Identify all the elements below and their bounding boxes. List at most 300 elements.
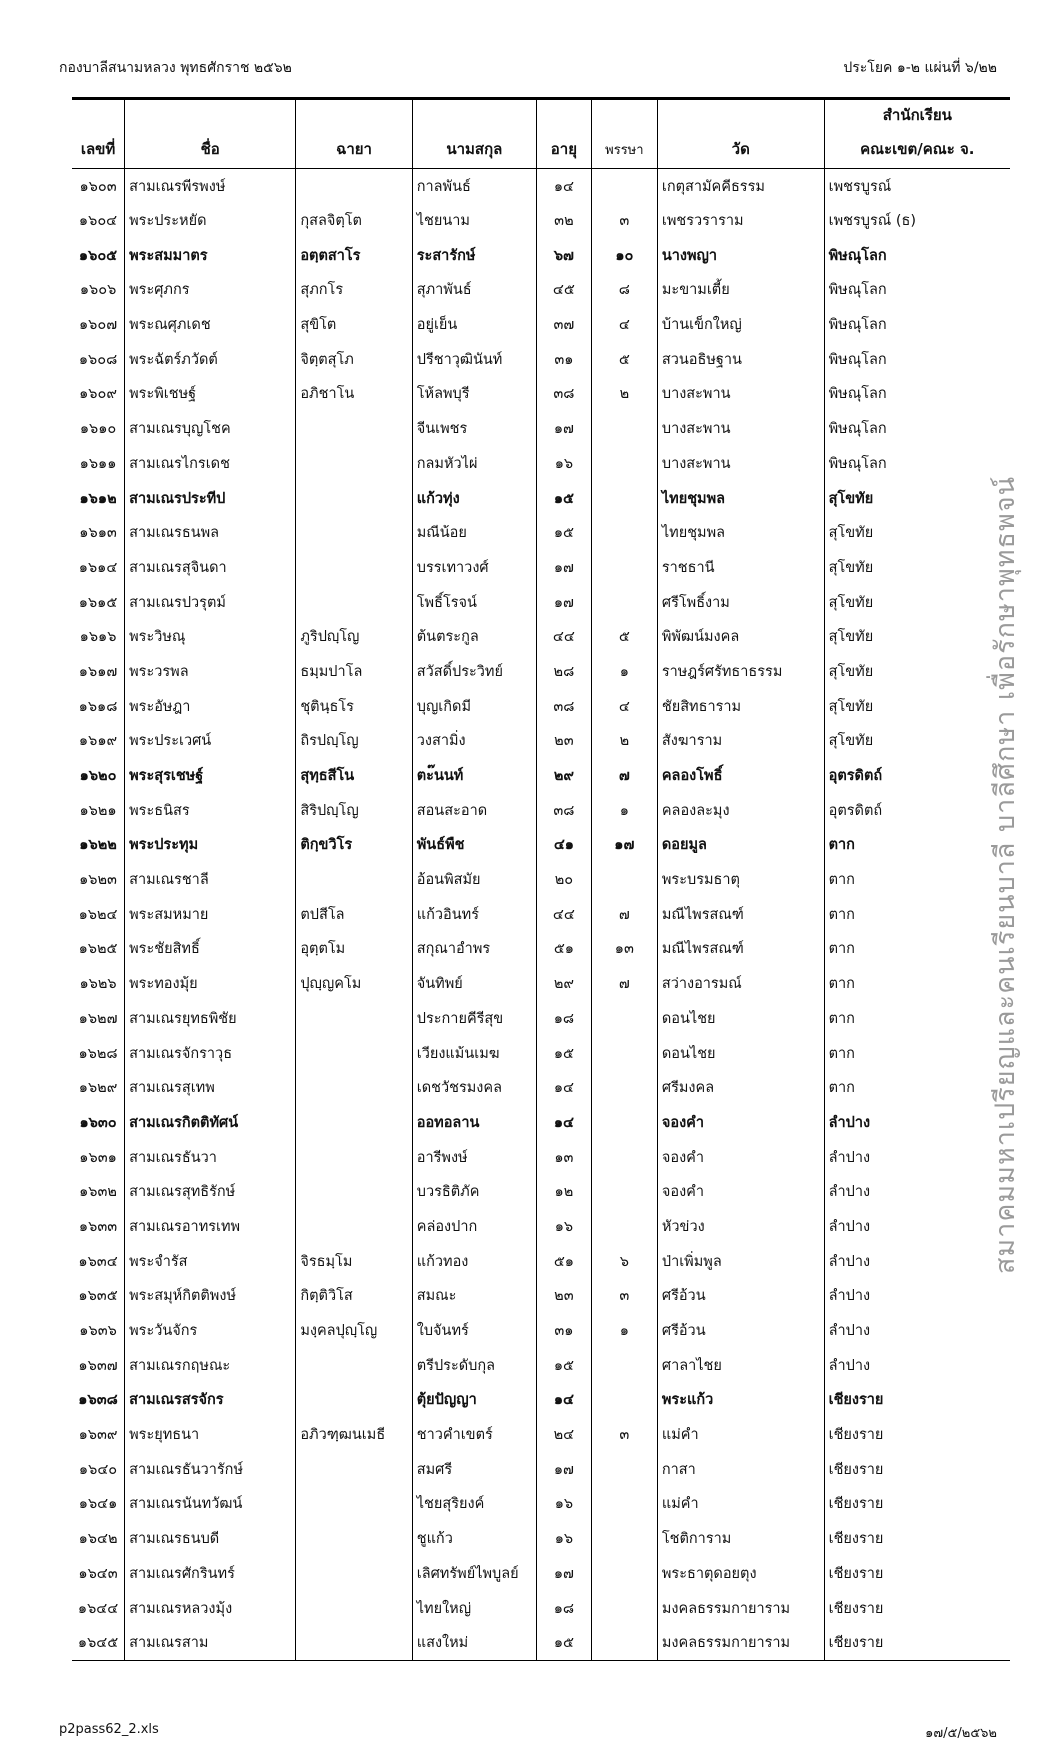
table-row — [72, 1625, 1010, 1660]
cell-surname: จันทิพย์ — [412, 966, 536, 1001]
cell-wat: มณีไพรสณฑ์ — [657, 897, 824, 932]
cell-surname: สวัสดิ์ประวิทย์ — [412, 654, 536, 689]
cell-pansa: ๕ — [591, 619, 657, 654]
cell-pansa — [591, 862, 657, 897]
table-row — [72, 446, 1010, 481]
table-row — [72, 724, 1010, 759]
cell-office: ลำปาง — [824, 1174, 1010, 1209]
cell-chaya — [296, 1036, 412, 1071]
cell-name: สามเณรประทีป — [125, 481, 296, 516]
cell-no: ๑๖๒๑ — [79, 802, 117, 819]
cell-wat: มณีไพรสณฑ์ — [657, 932, 824, 967]
cell-wat: คลองโพธิ์ — [657, 758, 824, 793]
table-row — [72, 1348, 1010, 1383]
cell-office: เชียงราย — [824, 1625, 1010, 1660]
cell-wat: เพชรวราราม — [657, 203, 824, 238]
cell-office: ตาก — [824, 932, 1010, 967]
cell-age: ๒๔ — [536, 1417, 591, 1452]
cell-wat: ดอยมูล — [657, 828, 824, 863]
cell-no: ๑๖๐๙ — [79, 386, 117, 403]
cell-age: ๒๙ — [536, 758, 591, 793]
table-row — [72, 238, 1010, 273]
cell-age: ๕๑ — [536, 1244, 591, 1279]
cell-surname: ตะ๊นนท์ — [412, 758, 536, 793]
cell-name: พระทองมุ้ย — [125, 966, 296, 1001]
cell-age: ๑๒ — [536, 1174, 591, 1209]
cell-wat: จองคำ — [657, 1105, 824, 1140]
table-row — [72, 1487, 1010, 1522]
cell-chaya — [296, 585, 412, 620]
cell-name: พระวรพล — [125, 654, 296, 689]
cell-surname: เวียงแม้นเมฆ — [412, 1036, 536, 1071]
cell-name: พระศุภกร — [125, 273, 296, 308]
cell-pansa: ๑ — [591, 1313, 657, 1348]
cell-surname: อยู่เย็น — [412, 307, 536, 342]
cell-no: ๑๖๓๑ — [79, 1149, 117, 1166]
cell-age: ๑๘ — [536, 1591, 591, 1626]
cell-no: ๑๖๔๕ — [72, 1625, 125, 1660]
cell-name: พระพิเชษฐ์ — [125, 377, 296, 412]
cell-no: ๑๖๐๗ — [78, 317, 118, 334]
cell-pansa: ๑๐ — [591, 238, 657, 273]
cell-name: สามเณรสุเทพ — [125, 1070, 296, 1105]
cell-chaya — [296, 169, 412, 204]
cell-chaya — [296, 1556, 412, 1591]
cell-wat: กาสา — [657, 1452, 824, 1487]
cell-no: ๑๖๑๗ — [78, 663, 118, 680]
cell-no: ๑๖๒๕ — [78, 941, 118, 958]
cell-no: ๑๖๓๐ — [79, 1114, 117, 1131]
cell-age: ๑๔ — [536, 169, 591, 204]
cell-chaya: กุสลจิตฺโต — [296, 203, 412, 238]
cell-age: ๔๔ — [536, 619, 591, 654]
cell-pansa: ๔ — [591, 689, 657, 724]
cell-wat: แม่คำ — [657, 1417, 824, 1452]
cell-chaya: มงฺคลปุญฺโญ — [296, 1313, 412, 1348]
cell-age: ๑๔ — [536, 1105, 591, 1140]
cell-chaya — [296, 862, 412, 897]
table-row — [72, 654, 1010, 689]
cell-no: ๑๖๓๒ — [79, 1184, 117, 1201]
cell-surname: ออทอลาน — [412, 1105, 536, 1140]
cell-office: สุโขทัย — [824, 481, 1010, 516]
cell-no: ๑๖๑๖ — [79, 629, 117, 646]
cell-wat: มงคลธรรมกายาราม — [657, 1625, 824, 1660]
col-header-surname: นามสกุล — [412, 130, 536, 169]
table-row — [72, 793, 1010, 828]
cell-no: ๑๖๑๓ — [79, 525, 117, 542]
cell-wat: บ้านเข็กใหญ่ — [657, 307, 824, 342]
cell-name: พระอัษฎา — [125, 689, 296, 724]
cell-wat: สวนอธิษฐาน — [657, 342, 824, 377]
cell-wat: ศรีอ้วน — [657, 1313, 824, 1348]
cell-no: ๑๖๓๓ — [78, 1218, 118, 1235]
cell-no: ๑๖๓๘ — [78, 1392, 118, 1409]
cell-office: เพชรบูรณ์ (ธ) — [824, 203, 1010, 238]
table-row — [72, 411, 1010, 446]
table-row — [72, 897, 1010, 932]
cell-pansa: ๘ — [591, 273, 657, 308]
col-header-age: อายุ — [536, 130, 591, 169]
cell-surname: เดชวัชรมงคล — [412, 1070, 536, 1105]
table-row — [72, 1279, 1010, 1314]
cell-name: สามเณรสรจักร — [125, 1383, 296, 1418]
cell-office: อุตรดิตถ์ — [824, 758, 1010, 793]
cell-surname: แก้วทุ่ง — [412, 481, 536, 516]
cell-age: ๔๑ — [536, 828, 591, 863]
cell-office: ลำปาง — [824, 1279, 1010, 1314]
cell-age: ๓๑ — [536, 1313, 591, 1348]
cell-pansa — [591, 1556, 657, 1591]
cell-age: ๓๘ — [536, 793, 591, 828]
cell-pansa — [591, 1521, 657, 1556]
cell-no: ๑๖๓๔ — [78, 1253, 118, 1270]
table-row — [72, 689, 1010, 724]
cell-office: สุโขทัย — [824, 654, 1010, 689]
cell-chaya — [296, 481, 412, 516]
cell-age: ๓๘ — [536, 377, 591, 412]
cell-chaya: อุตฺตโม — [296, 932, 412, 967]
cell-no: ๑๖๓๖ — [79, 1323, 117, 1340]
cell-no: ๑๖๓๕ — [78, 1288, 118, 1305]
cell-no: ๑๖๑๕ — [78, 594, 118, 611]
cell-name: พระสุรเชษฐ์ — [125, 758, 296, 793]
cell-no: ๑๖๐๓ — [79, 178, 117, 195]
cell-surname: จีนเพชร — [412, 411, 536, 446]
cell-office: ตาก — [824, 862, 1010, 897]
cell-wat: เกตุสามัคคีธรรม — [657, 169, 824, 204]
cell-no: ๑๖๔๐ — [78, 1461, 118, 1478]
cell-name: พระจำรัส — [125, 1244, 296, 1279]
cell-office: สุโขทัย — [824, 585, 1010, 620]
cell-name: พระฉัตร์ภวัดต์ — [125, 342, 296, 377]
cell-pansa — [591, 1001, 657, 1036]
cell-pansa — [591, 585, 657, 620]
cell-pansa — [591, 550, 657, 585]
cell-age: ๓๗ — [536, 307, 591, 342]
cell-wat: ศรีมงคล — [657, 1070, 824, 1105]
cell-pansa — [591, 411, 657, 446]
cell-wat: พระธาตุดอยตุง — [657, 1556, 824, 1591]
col-header-office-top: สำนักเรียน — [824, 99, 1010, 131]
cell-office: ตาก — [824, 1036, 1010, 1071]
cell-wat: จองคำ — [657, 1174, 824, 1209]
cell-surname: ปรีชาวุฒินันท์ — [412, 342, 536, 377]
table-row — [72, 377, 1010, 412]
cell-wat: ราษฎร์ศรัทธาธรรม — [657, 654, 824, 689]
cell-no: ๑๖๒๔ — [78, 906, 118, 923]
cell-office: เชียงราย — [824, 1417, 1010, 1452]
cell-office: ลำปาง — [824, 1209, 1010, 1244]
cell-name: สามเณรกฤษณะ — [125, 1348, 296, 1383]
col-header-chaya: ฉายา — [296, 130, 412, 169]
table-row — [72, 515, 1010, 550]
cell-pansa — [591, 1591, 657, 1626]
cell-pansa: ๗ — [591, 897, 657, 932]
table-row — [72, 169, 1010, 204]
cell-office: เพชรบูรณ์ — [824, 169, 1010, 204]
cell-surname: วงสามิ่ง — [412, 724, 536, 759]
cell-chaya: จิตฺตสุโภ — [296, 342, 412, 377]
cell-surname: ชูแก้ว — [412, 1521, 536, 1556]
cell-chaya — [296, 411, 412, 446]
cell-age: ๒๘ — [536, 654, 591, 689]
cell-pansa — [591, 1625, 657, 1660]
table-row — [72, 307, 1010, 342]
cell-no: ๑๖๒๓ — [79, 872, 117, 889]
table-row — [72, 1521, 1010, 1556]
cell-no: ๑๖๐๖ — [79, 282, 117, 299]
cell-age: ๑๖ — [536, 1521, 591, 1556]
cell-surname: แสงใหม่ — [412, 1625, 536, 1660]
cell-wat: บางสะพาน — [657, 377, 824, 412]
cell-pansa: ๒ — [591, 724, 657, 759]
cell-wat: ดอนไชย — [657, 1036, 824, 1071]
cell-wat: แม่คำ — [657, 1487, 824, 1522]
cell-wat: คลองละมุง — [657, 793, 824, 828]
cell-name: พระประหยัด — [125, 203, 296, 238]
cell-office: พิษณุโลก — [824, 411, 1010, 446]
cell-name: สามเณรสาม — [125, 1625, 296, 1660]
cell-wat: ชัยสิทธาราม — [657, 689, 824, 724]
table-row — [72, 1417, 1010, 1452]
cell-surname: กลมหัวไผ่ — [412, 446, 536, 481]
cell-age: ๑๗ — [536, 585, 591, 620]
cell-pansa: ๒ — [591, 377, 657, 412]
cell-office: พิษณุโลก — [824, 446, 1010, 481]
table-row — [72, 203, 1010, 238]
cell-pansa — [591, 515, 657, 550]
table-row — [72, 1209, 1010, 1244]
table-row — [72, 619, 1010, 654]
cell-chaya — [296, 1209, 412, 1244]
cell-office: ตาก — [824, 1001, 1010, 1036]
cell-office: พิษณุโลก — [824, 377, 1010, 412]
cell-surname: ระสารักษ์ — [412, 238, 536, 273]
cell-wat: พิพัฒน์มงคล — [657, 619, 824, 654]
cell-office: พิษณุโลก — [824, 238, 1010, 273]
cell-surname: บวรธิติภัค — [412, 1174, 536, 1209]
cell-no: ๑๖๔๑ — [78, 1496, 118, 1513]
cell-name: สามเณรธนพล — [125, 515, 296, 550]
col-header-no: เลขที่ — [72, 130, 125, 169]
cell-office: เชียงราย — [824, 1521, 1010, 1556]
cell-surname: กาลพันธ์ — [412, 169, 536, 204]
cell-surname: ตุ้ยปัญญา — [412, 1383, 536, 1418]
cell-pansa: ๗ — [591, 758, 657, 793]
cell-chaya: อตฺตสาโร — [296, 238, 412, 273]
cell-no: ๑๖๒๗ — [78, 1010, 118, 1027]
cell-pansa — [591, 1487, 657, 1522]
cell-office: สุโขทัย — [824, 724, 1010, 759]
cell-wat: พระบรมธาตุ — [657, 862, 824, 897]
cell-age: ๖๗ — [536, 238, 591, 273]
cell-office: พิษณุโลก — [824, 342, 1010, 377]
cell-surname: พันธ์พืช — [412, 828, 536, 863]
header-left-title: กองบาลีสนามหลวง พุทธศักราช ๒๕๖๒ — [59, 60, 292, 76]
cell-wat: พระแก้ว — [657, 1383, 824, 1418]
results-table — [72, 97, 1010, 1661]
cell-no: ๑๖๐๔ — [78, 213, 118, 230]
col-header-pansa: พรรษา — [591, 130, 657, 169]
col-header-name: ชื่อ — [125, 130, 296, 169]
cell-chaya: ชุตินฺธโร — [296, 689, 412, 724]
cell-chaya — [296, 1487, 412, 1522]
cell-pansa: ๖ — [591, 1244, 657, 1279]
cell-name: สามเณรศักรินทร์ — [125, 1556, 296, 1591]
cell-chaya: สิริปญฺโญ — [296, 793, 412, 828]
table-row — [72, 1591, 1010, 1626]
cell-age: ๑๖ — [536, 1487, 591, 1522]
table-row — [72, 758, 1010, 793]
cell-wat: บางสะพาน — [657, 411, 824, 446]
cell-no: ๑๖๑๐ — [79, 421, 117, 438]
cell-wat: สว่างอารมณ์ — [657, 966, 824, 1001]
col-header-wat: วัด — [657, 130, 824, 169]
table-row — [72, 1036, 1010, 1071]
cell-wat: ไทยชุมพล — [657, 481, 824, 516]
cell-chaya — [296, 1452, 412, 1487]
cell-surname: บุญเกิดมี — [412, 689, 536, 724]
cell-pansa — [591, 446, 657, 481]
table-row — [72, 1001, 1010, 1036]
cell-name: สามเณรนันทวัฒน์ — [125, 1487, 296, 1522]
cell-no: ๑๖๒๒ — [79, 837, 117, 854]
cell-chaya — [296, 1625, 412, 1660]
cell-pansa: ๑ — [591, 654, 657, 689]
cell-age: ๑๕ — [536, 1625, 591, 1660]
cell-chaya: อภิชาโน — [296, 377, 412, 412]
cell-wat: ศรีโพธิ์งาม — [657, 585, 824, 620]
cell-office: ตาก — [824, 897, 1010, 932]
cell-name: พระสมุห์กิตติพงษ์ — [125, 1279, 296, 1314]
cell-age: ๑๖ — [536, 446, 591, 481]
cell-pansa: ๕ — [591, 342, 657, 377]
table-row — [72, 1452, 1010, 1487]
cell-surname: อารีพงษ์ — [412, 1140, 536, 1175]
cell-surname: ต้นตระกูล — [412, 619, 536, 654]
cell-age: ๒๐ — [536, 862, 591, 897]
cell-name: พระชัยสิทธิ์ — [125, 932, 296, 967]
cell-age: ๒๓ — [536, 724, 591, 759]
cell-pansa — [591, 1036, 657, 1071]
cell-name: พระธนิสร — [125, 793, 296, 828]
cell-name: สามเณรยุทธพิชัย — [125, 1001, 296, 1036]
table-row — [72, 481, 1010, 516]
table-row — [72, 1313, 1010, 1348]
table-row — [72, 966, 1010, 1001]
cell-wat: ป่าเพิ่มพูล — [657, 1244, 824, 1279]
cell-office: ตาก — [824, 828, 1010, 863]
cell-no: ๑๖๒๘ — [78, 1045, 118, 1062]
cell-office: สุโขทัย — [824, 550, 1010, 585]
cell-surname: ตรีประดับกุล — [412, 1348, 536, 1383]
cell-office: ตาก — [824, 1070, 1010, 1105]
cell-name: พระณศุภเดช — [125, 307, 296, 342]
watermark-text: สมาคมมหาเปรียญและคนเรียนบาลี บาลีศึกษา เพื่อรักษาพุทธพจน์ — [990, 475, 1021, 1275]
cell-wat: ไทยชุมพล — [657, 515, 824, 550]
cell-surname: อ้อนพิสมัย — [412, 862, 536, 897]
cell-no: ๑๖๑๔ — [78, 559, 118, 576]
cell-name: สามเณรธนบดี — [125, 1521, 296, 1556]
cell-name: พระประเวศน์ — [125, 724, 296, 759]
cell-pansa: ๓ — [591, 203, 657, 238]
col-header-office-bottom: คณะเขต/คณะ จ. — [824, 130, 1010, 169]
cell-office: เชียงราย — [824, 1556, 1010, 1591]
cell-age: ๑๔ — [536, 1383, 591, 1418]
cell-no: ๑๖๑๒ — [79, 490, 117, 507]
footer-filename: p2pass62_2.xls — [59, 1722, 159, 1737]
table-row — [72, 1383, 1010, 1418]
cell-surname: ไทยใหญ่ — [412, 1591, 536, 1626]
cell-name: พระยุทธนา — [125, 1417, 296, 1452]
cell-surname: ชาวคำเขตร์ — [412, 1417, 536, 1452]
footer-date: ๑๗/๕/๒๕๖๒ — [925, 1726, 997, 1741]
cell-age: ๑๔ — [536, 1070, 591, 1105]
cell-name: สามเณรธันวารักษ์ — [125, 1452, 296, 1487]
cell-office: ลำปาง — [824, 1244, 1010, 1279]
cell-chaya — [296, 1140, 412, 1175]
table-row — [72, 828, 1010, 863]
cell-office: พิษณุโลก — [824, 307, 1010, 342]
cell-wat: ศรีอ้วน — [657, 1279, 824, 1314]
cell-pansa — [591, 1105, 657, 1140]
cell-age: ๑๕ — [536, 1348, 591, 1383]
cell-age: ๑๘ — [536, 1001, 591, 1036]
table-row — [72, 1244, 1010, 1279]
cell-office: สุโขทัย — [824, 515, 1010, 550]
cell-chaya: จิรธมฺโม — [296, 1244, 412, 1279]
cell-pansa: ๓ — [591, 1417, 657, 1452]
cell-no: ๑๖๒๐ — [79, 768, 117, 785]
cell-no: ๑๖๒๙ — [78, 1080, 118, 1097]
cell-pansa — [591, 1140, 657, 1175]
cell-name: พระวันจักร — [125, 1313, 296, 1348]
cell-surname: สมณะ — [412, 1279, 536, 1314]
cell-wat: ดอนไชย — [657, 1001, 824, 1036]
cell-office: อุตรดิตถ์ — [824, 793, 1010, 828]
cell-no: ๑๖๒๖ — [79, 976, 117, 993]
cell-no: ๑๖๓๗ — [78, 1357, 118, 1374]
cell-name: สามเณรชาลี — [125, 862, 296, 897]
cell-chaya: อภิวฑฺฒนเมธี — [296, 1417, 412, 1452]
cell-no: ๑๖๓๙ — [78, 1427, 118, 1444]
cell-age: ๓๑ — [536, 342, 591, 377]
cell-chaya — [296, 1521, 412, 1556]
cell-pansa — [591, 1070, 657, 1105]
cell-office: เชียงราย — [824, 1383, 1010, 1418]
table-row — [72, 1556, 1010, 1591]
cell-chaya: ตปสีโล — [296, 897, 412, 932]
cell-name: สามเณรธันวา — [125, 1140, 296, 1175]
cell-pansa — [591, 1452, 657, 1487]
header-page-info: ประโยค ๑-๒ แผ่นที่ ๖/๒๒ — [843, 60, 997, 76]
cell-pansa: ๔ — [591, 307, 657, 342]
cell-age: ๑๕ — [536, 515, 591, 550]
cell-age: ๑๗ — [536, 411, 591, 446]
cell-chaya: ธมฺมปาโล — [296, 654, 412, 689]
cell-surname: มณีน้อย — [412, 515, 536, 550]
cell-surname: สอนสะอาด — [412, 793, 536, 828]
cell-wat: หัวข่วง — [657, 1209, 824, 1244]
cell-surname: สมศรี — [412, 1452, 536, 1487]
cell-office: ลำปาง — [824, 1140, 1010, 1175]
table-row — [72, 1105, 1010, 1140]
cell-pansa — [591, 1383, 657, 1418]
cell-name: สามเณรสุทธิรักษ์ — [125, 1174, 296, 1209]
cell-age: ๔๕ — [536, 273, 591, 308]
cell-surname: ไชยสุริยงค์ — [412, 1487, 536, 1522]
